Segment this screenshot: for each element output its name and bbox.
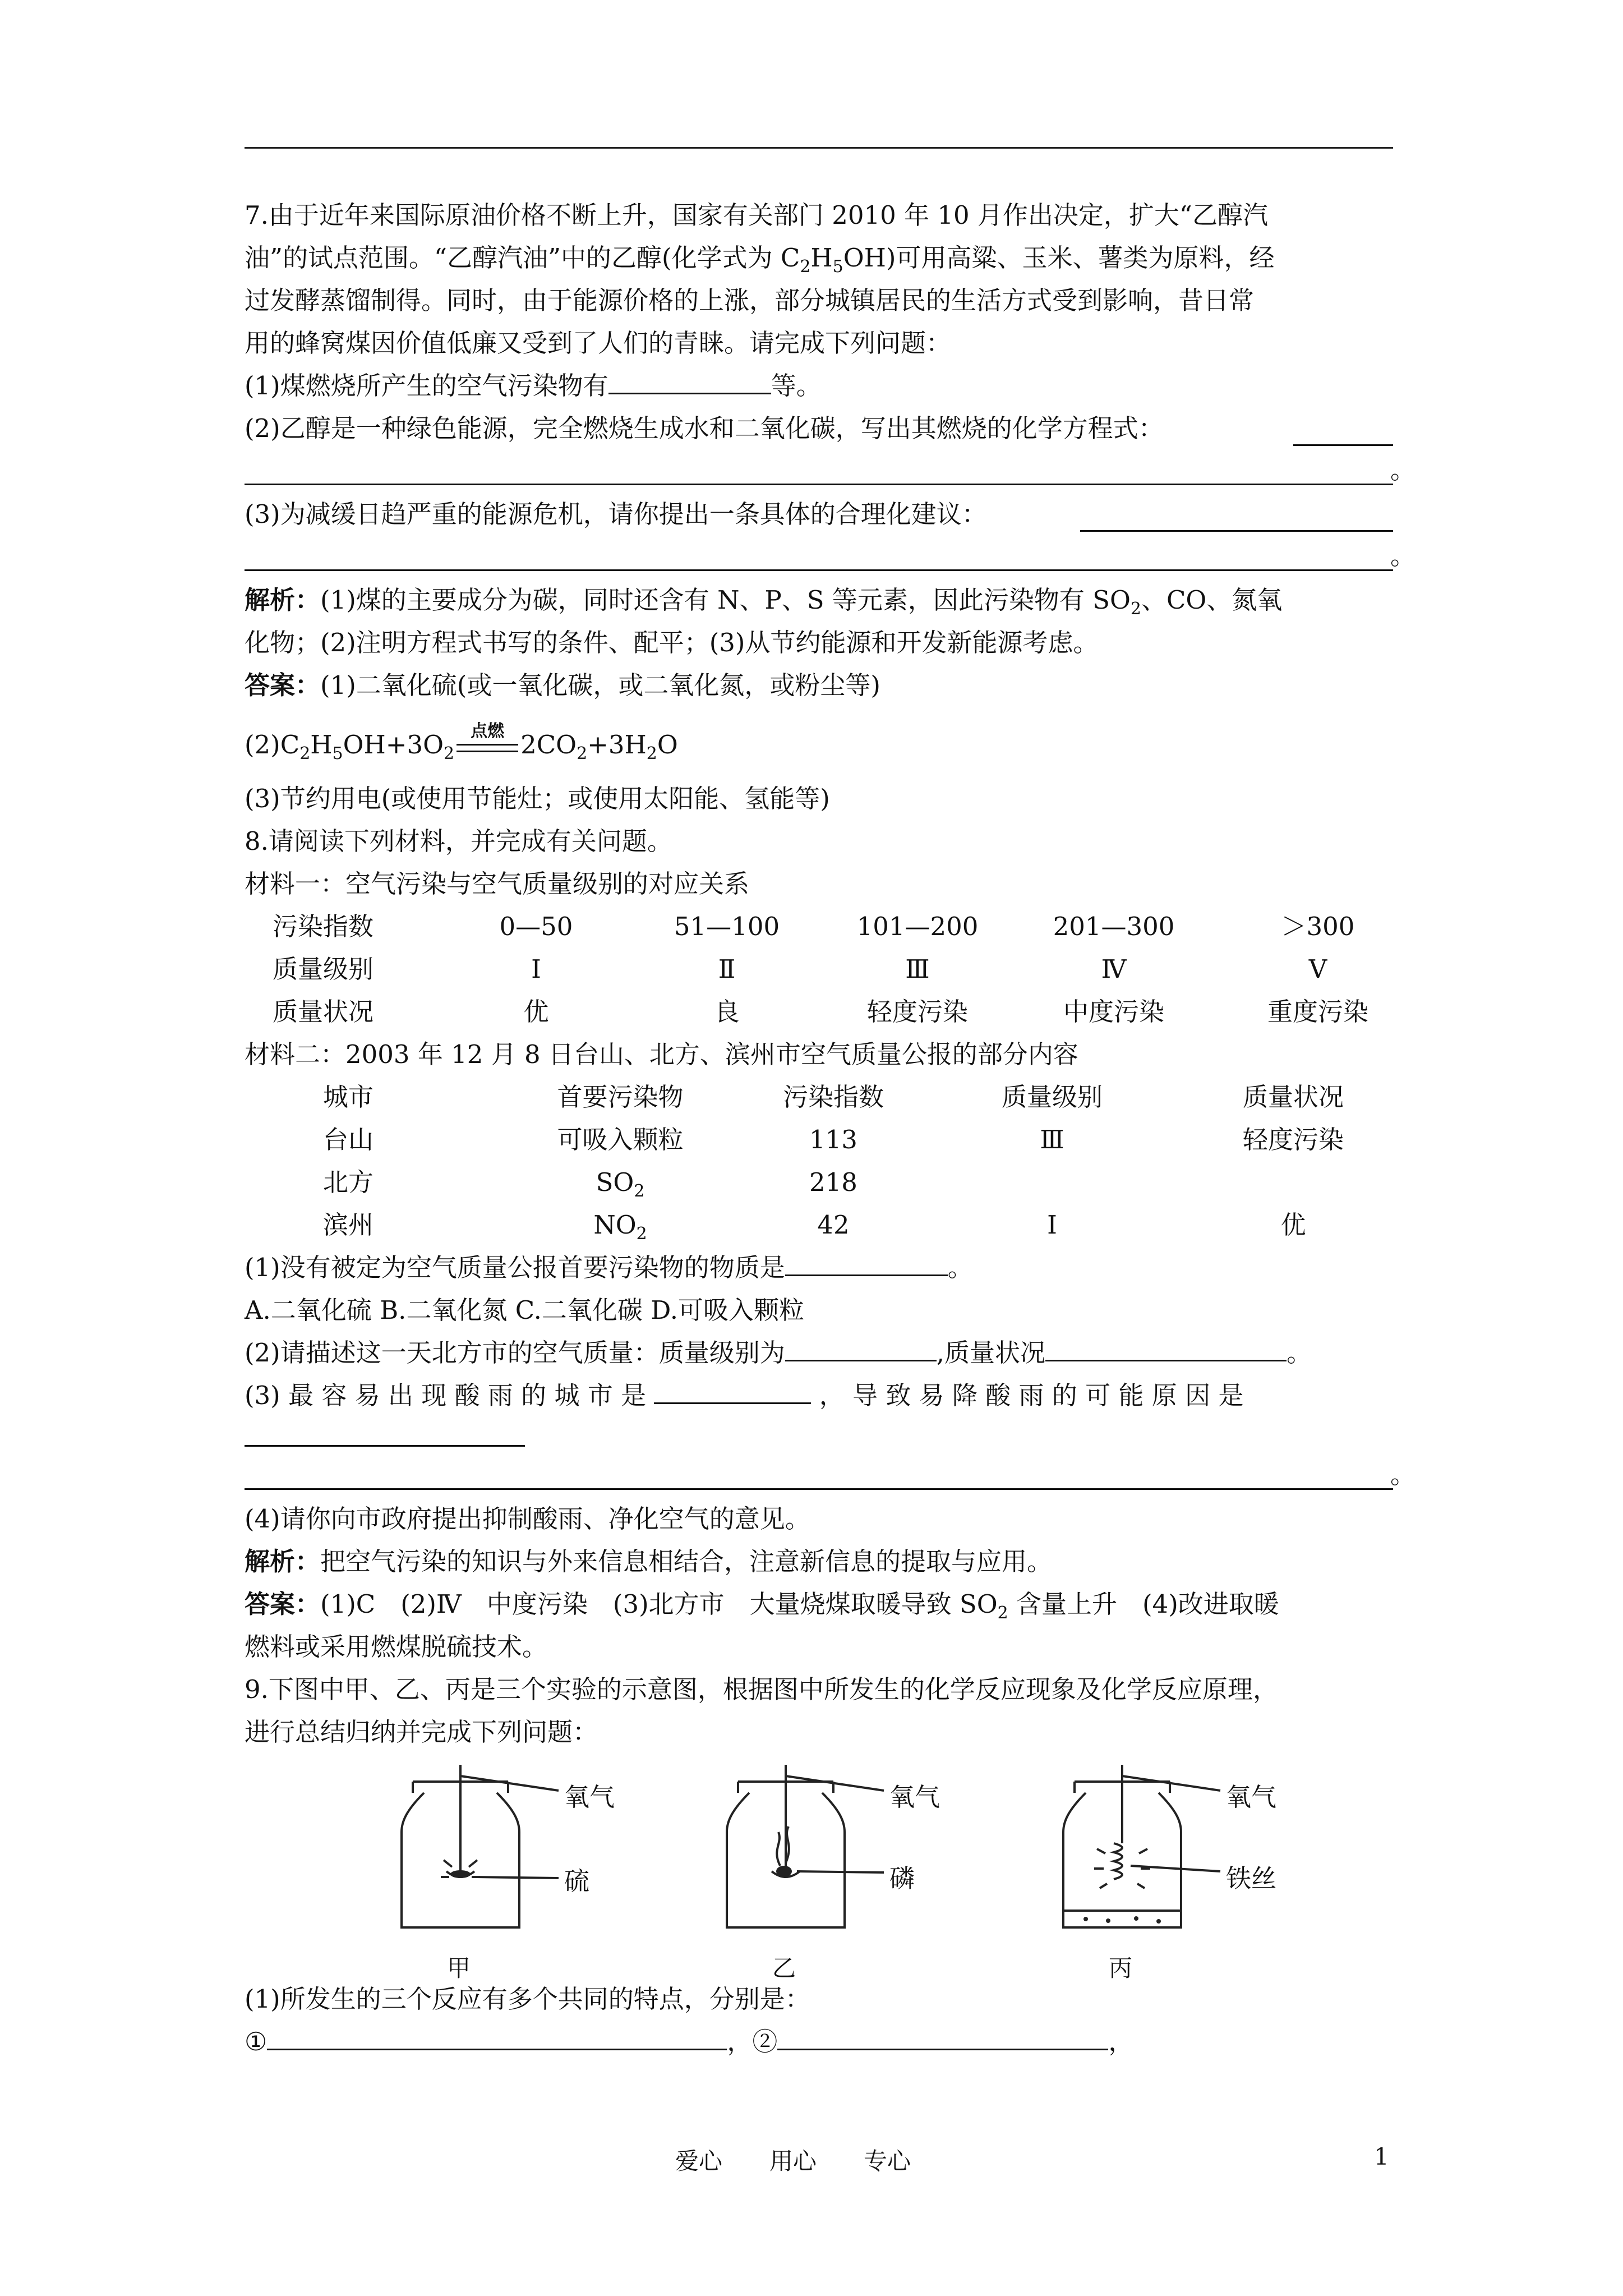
q8-answer-line1: 答案：(1)C (2)Ⅳ 中度污染 (3)北方市 大量烧煤取暖导致 $SO_2$ 含量上升 (4)改进取暖 (245, 1589, 1279, 1623)
q8-options: A.二氧化硫 B.二氧化氮 C.二氧化碳 D.可吸入颗粒 (245, 1295, 804, 1325)
q8-sub3-reason-line[interactable]: 。 (245, 1447, 1393, 1490)
table1-cell: 质量状况 (273, 997, 374, 1027)
q8-sub3-reason-line-short[interactable] (245, 1417, 525, 1447)
q7-analysis-line2: 化物；(2)注明方程式书写的条件、配平；(3)从节约能源和开发新能源考虑。 (245, 628, 1099, 657)
figure-caption: 丙 (1108, 1954, 1132, 1982)
label-oxygen: 氧气 (889, 1782, 940, 1812)
q9-stem-line2: 进行总结归纳并完成下列问题： (245, 1717, 598, 1747)
table1-cell: 0—50 (499, 912, 573, 941)
table2-cell: 北方 (323, 1167, 374, 1197)
table1-cell: 201—300 (1053, 912, 1175, 941)
table2-cell: 42 (817, 1210, 850, 1240)
table2-cell: 台山 (323, 1125, 374, 1154)
table1-cell: ＞300 (1281, 912, 1355, 941)
q7-answer-1: 答案：(1)二氧化硫(或一氧化碳，或二氧化氮，或粉尘等) (245, 670, 880, 700)
reaction-arrow-icon: 点燃 (457, 736, 518, 758)
table2-header: 质量状况 (1242, 1082, 1344, 1112)
table2-cell: 优 (1280, 1210, 1306, 1240)
q8-material1-title: 材料一：空气污染与空气质量级别的对应关系 (245, 869, 750, 899)
q8-answer-line2: 燃料或采用燃煤脱硫技术。 (245, 1632, 548, 1662)
table2-header: 首要污染物 (557, 1082, 684, 1112)
q7-sub3-answer-line[interactable]: 。 (245, 536, 1393, 571)
footer-motto: 爱心 用心 专心 (675, 2147, 911, 2175)
table1-cell: 101—200 (856, 912, 979, 941)
figure-caption: 乙 (772, 1954, 796, 1982)
table1-cell: Ⅳ (1101, 954, 1127, 984)
page-number: 1 (1374, 2143, 1389, 2170)
q8-sub1-blank[interactable] (785, 1249, 948, 1276)
header-rule (245, 147, 1393, 149)
q9-sub1: (1)所发生的三个反应有多个共同的特点，分别是： (245, 1984, 810, 2014)
q7-sub1-blank[interactable] (608, 367, 771, 394)
label-substance: 硫 (564, 1866, 590, 1896)
q7-stem-line1: 7.由于近年来国际原油价格不断上升，国家有关部门 2010 年 10 月作出决定，扩大“乙醇汽 (245, 200, 1268, 230)
table1-cell: Ⅴ (1308, 954, 1327, 984)
q8-table2 (323, 1076, 1417, 1246)
q7-sub1: (1)煤燃烧所产生的空气污染物有 等。 (245, 365, 1393, 407)
table2-cell: 可吸入颗粒 (557, 1125, 684, 1154)
table1-cell: Ⅰ (531, 954, 541, 984)
label-substance: 铁丝 (1226, 1864, 1277, 1893)
table2-cell (1170, 1161, 1417, 1204)
table2-header: 质量级别 (1001, 1082, 1103, 1112)
label-substance: 磷 (889, 1864, 915, 1893)
table2-cell: $NO_2$ (593, 1210, 647, 1244)
table2-cell: 113 (809, 1125, 857, 1154)
q7-answer-equation: $(2)C_2H_5OH+3O_2$ 点燃 $2CO_2+3H_2O$ (245, 721, 678, 763)
apparatus-phosphorus (716, 1759, 974, 1982)
q7-sub2-blank-start[interactable] (1293, 418, 1393, 446)
table1-cell: 污染指数 (273, 912, 374, 941)
table1-cell: Ⅱ (718, 954, 736, 984)
q9-stem-line1: 9.下图中甲、乙、丙是三个实验的示意图，根据图中所发生的化学反应现象及化学反应原理， (245, 1674, 1278, 1704)
table2-cell: 218 (809, 1167, 857, 1197)
table2-header: 城市 (323, 1082, 374, 1112)
q8-sub2-status-blank[interactable] (1045, 1334, 1287, 1361)
q9-features-line: ① ，② ， (245, 2021, 1393, 2063)
q8-table1 (273, 905, 1394, 1033)
table2-cell: 滨州 (323, 1210, 374, 1240)
table2-header: 污染指数 (782, 1082, 884, 1112)
q8-sub2: (2)请描述这一天北方市的空气质量：质量级别为 ,质量状况 。 (245, 1332, 1393, 1374)
q7-stem-line4: 用的蜂窝煤因价值低廉又受到了人们的青睐。请完成下列问题： (245, 328, 952, 358)
q8-material2-title: 材料二：2003 年 12 月 8 日台山、北方、滨州市空气质量公报的部分内容 (245, 1039, 1078, 1069)
table1-cell: 重度污染 (1267, 997, 1368, 1027)
apparatus-iron-wire (1052, 1759, 1310, 1982)
q9-feature1-blank[interactable] (267, 2023, 727, 2050)
table1-cell: 51—100 (674, 912, 780, 941)
label-oxygen: 氧气 (1226, 1782, 1277, 1812)
q7-sub2-answer-line[interactable]: 。 (245, 450, 1393, 485)
q7-sub2: (2)乙醇是一种绿色能源，完全燃烧生成水和二氧化碳，写出其燃烧的化学方程式： (245, 407, 1393, 450)
q8-stem: 8.请阅读下列材料，并完成有关问题。 (245, 826, 672, 856)
q7-answer-3: (3)节约用电(或使用节能灶；或使用太阳能、氢能等) (245, 784, 830, 813)
table2-cell: $SO_2$ (596, 1167, 645, 1201)
q8-sub1: (1)没有被定为空气质量公报首要污染物的物质是 。 (245, 1246, 1393, 1289)
table1-cell: 良 (714, 997, 740, 1027)
table2-cell: Ⅲ (1040, 1125, 1064, 1154)
table2-cell (934, 1161, 1170, 1204)
q7-sub3: (3)为减缓日趋严重的能源危机，请你提出一条具体的合理化建议： (245, 493, 1393, 536)
q7-stem-line3: 过发酵蒸馏制得。同时，由于能源价格的上涨，部分城镇居民的生活方式受到影响，昔日常 (245, 286, 1255, 315)
apparatus-sulfur (390, 1759, 648, 1982)
table1-cell: 质量级别 (273, 954, 374, 984)
q8-sub3-city-blank[interactable] (654, 1377, 811, 1404)
q8-analysis: 解析：把空气污染的知识与外来信息相结合，注意新信息的提取与应用。 (245, 1547, 1053, 1576)
q7-sub3-blank-start[interactable] (1080, 504, 1393, 532)
table2-cell: 轻度污染 (1242, 1125, 1344, 1154)
q7-stem-line2: 油”的试点范围。“乙醇汽油”中的乙醇(化学式为 $C_2H_5OH$)可用高粱、玉米、薯类为原料，经 (245, 243, 1275, 277)
label-oxygen: 氧气 (564, 1782, 615, 1812)
table2-cell: Ⅰ (1047, 1210, 1057, 1240)
q8-sub3: (3) 最 容 易 出 现 酸 雨 的 城 市 是 ， 导 致 易 降 酸 雨 的 可 能 原 因 是 (245, 1374, 1393, 1417)
document-body (245, 194, 1415, 2063)
q7-analysis-line1: 解析：(1)煤的主要成分为碳，同时还含有 N、P、S 等元素，因此污染物有 $SO_2$、CO、氮氧 (245, 585, 1283, 619)
q9-figure (245, 1754, 1393, 1982)
q9-feature2-blank[interactable] (777, 2023, 1108, 2050)
table1-cell: 优 (523, 997, 549, 1027)
q8-sub2-level-blank[interactable] (785, 1334, 937, 1361)
table1-cell: 轻度污染 (866, 997, 968, 1027)
table1-cell: Ⅲ (905, 954, 930, 984)
figure-caption: 甲 (446, 1954, 471, 1982)
q8-sub4: (4)请你向市政府提出抑制酸雨、净化空气的意见。 (245, 1504, 810, 1534)
table1-cell: 中度污染 (1063, 997, 1164, 1027)
